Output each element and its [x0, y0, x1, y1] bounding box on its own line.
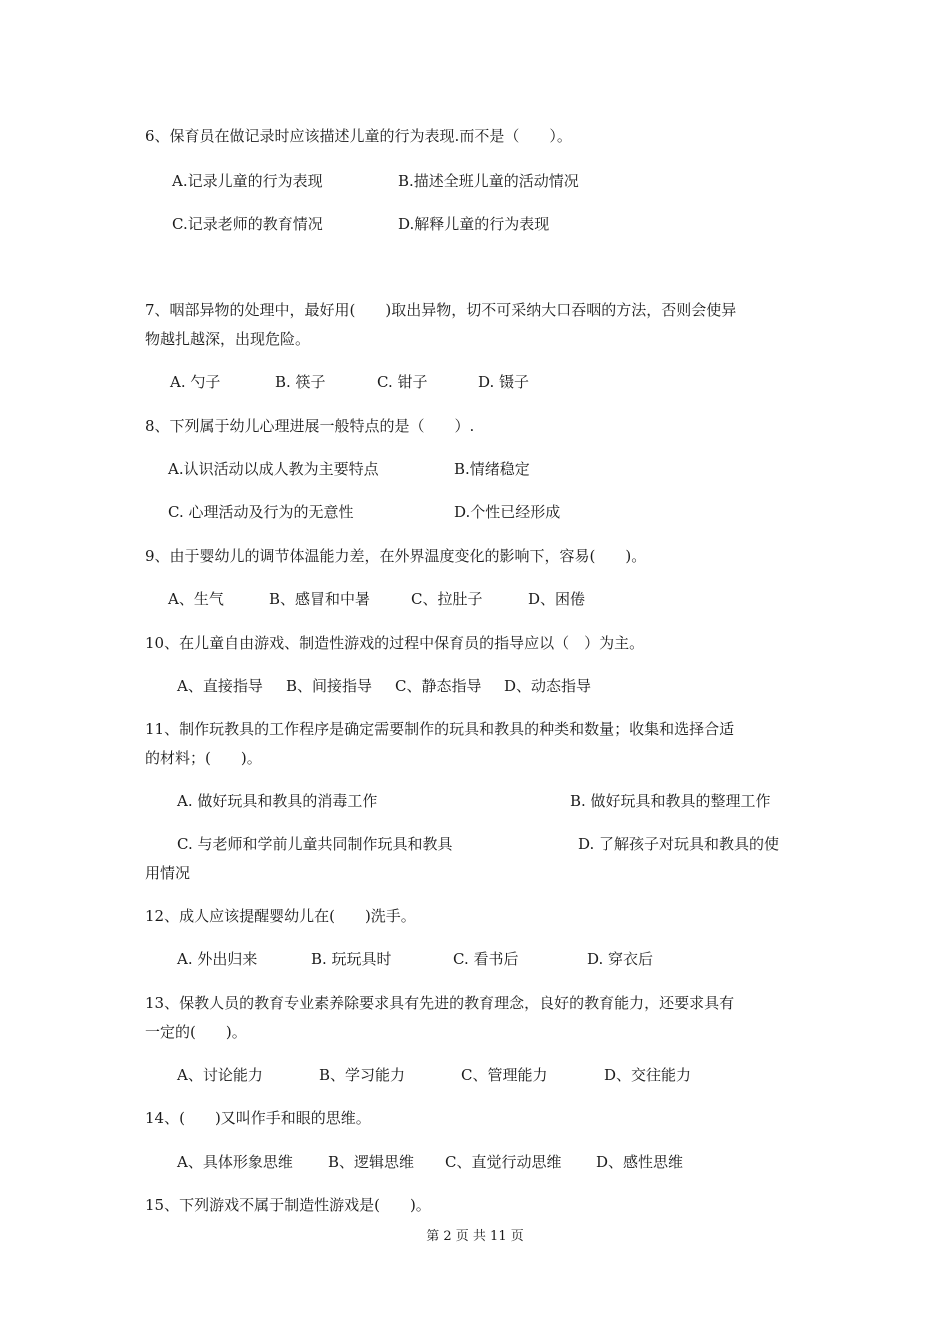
question-10-stem: 10、在儿童自由游戏、制造性游戏的过程中保育员的指导应以（ ）为主。 [145, 634, 645, 652]
question-11-stem: 11、制作玩教具的工作程序是确定需要制作的玩具和教具的种类和数量；收集和选择合适 [145, 720, 735, 738]
question-14-option-c: C、直觉行动思维 [445, 1153, 562, 1171]
question-12-option-a: A. 外出归来 [177, 950, 258, 968]
question-9-option-d: D、困倦 [528, 590, 586, 608]
question-11-option-a: A. 做好玩具和教具的消毒工作 [177, 792, 378, 810]
question-9-option-c: C、拉肚子 [411, 590, 483, 608]
question-6-option-c: C.记录老师的教育情况 [172, 215, 323, 233]
question-13-stem-continued: 一定的( )。 [145, 1023, 247, 1041]
question-7-option-a: A. 勺子 [170, 373, 221, 391]
question-13-option-c: C、管理能力 [461, 1066, 548, 1084]
question-7-option-c: C. 钳子 [377, 373, 428, 391]
question-13-option-d: D、交往能力 [604, 1066, 692, 1084]
question-6-option-b: B.描述全班儿童的活动情况 [398, 172, 579, 190]
question-14-option-b: B、逻辑思维 [328, 1153, 415, 1171]
page-number-footer: 第 2 页 共 11 页 [426, 1229, 524, 1244]
question-12-option-c: C. 看书后 [453, 950, 519, 968]
question-8-option-a: A.认识活动以成人教为主要特点 [168, 460, 379, 478]
question-13-option-b: B、学习能力 [319, 1066, 406, 1084]
question-12-stem: 12、成人应该提醒婴幼儿在( )洗手。 [145, 907, 416, 925]
question-12-option-b: B. 玩玩具时 [311, 950, 392, 968]
question-11-option-b: B. 做好玩具和教具的整理工作 [570, 792, 771, 810]
question-9-option-b: B、感冒和中暑 [269, 590, 371, 608]
question-7-option-d: D. 镊子 [478, 373, 530, 391]
question-11-stem-continued: 的材料；( )。 [145, 749, 262, 767]
question-11-option-d-continued: 用情况 [145, 864, 191, 882]
question-7-option-b: B. 筷子 [275, 373, 326, 391]
question-8-stem: 8、下列属于幼儿心理进展一般特点的是（ ）. [145, 417, 475, 435]
question-7-stem-continued: 物越扎越深，出现危险。 [145, 330, 311, 348]
question-6-stem: 6、保育员在做记录时应该描述儿童的行为表现.而不是（ ）。 [145, 127, 572, 145]
question-13-option-a: A、讨论能力 [177, 1066, 263, 1084]
question-8-option-c: C. 心理活动及行为的无意性 [168, 503, 354, 521]
question-8-option-b: B.情绪稳定 [454, 460, 530, 478]
question-11-option-d: D. 了解孩子对玩具和教具的使 [578, 835, 780, 853]
question-6-option-a: A.记录儿童的行为表现 [172, 172, 323, 190]
question-10-option-c: C、静态指导 [395, 677, 482, 695]
question-12-option-d: D. 穿衣后 [587, 950, 654, 968]
question-10-option-d: D、动态指导 [504, 677, 592, 695]
question-14-stem: 14、( )又叫作手和眼的思维。 [145, 1109, 371, 1127]
question-10-option-b: B、间接指导 [286, 677, 373, 695]
question-11-option-c: C. 与老师和学前儿童共同制作玩具和教具 [177, 835, 453, 853]
question-10-option-a: A、直接指导 [177, 677, 263, 695]
question-14-option-a: A、具体形象思维 [177, 1153, 293, 1171]
question-7-stem: 7、咽部异物的处理中，最好用( )取出异物，切不可采纳大口吞咽的方法，否则会使异 [145, 301, 737, 319]
question-9-stem: 9、由于婴幼儿的调节体温能力差，在外界温度变化的影响下，容易( )。 [145, 547, 647, 565]
question-9-option-a: A、生气 [168, 590, 224, 608]
question-6-option-d: D.解释儿童的行为表现 [398, 215, 550, 233]
question-14-option-d: D、感性思维 [596, 1153, 684, 1171]
question-13-stem: 13、保教人员的教育专业素养除要求具有先进的教育理念，良好的教育能力，还要求具有 [145, 994, 735, 1012]
question-8-option-d: D.个性已经形成 [454, 503, 561, 521]
question-15-stem: 15、下列游戏不属于制造性游戏是( )。 [145, 1196, 431, 1214]
